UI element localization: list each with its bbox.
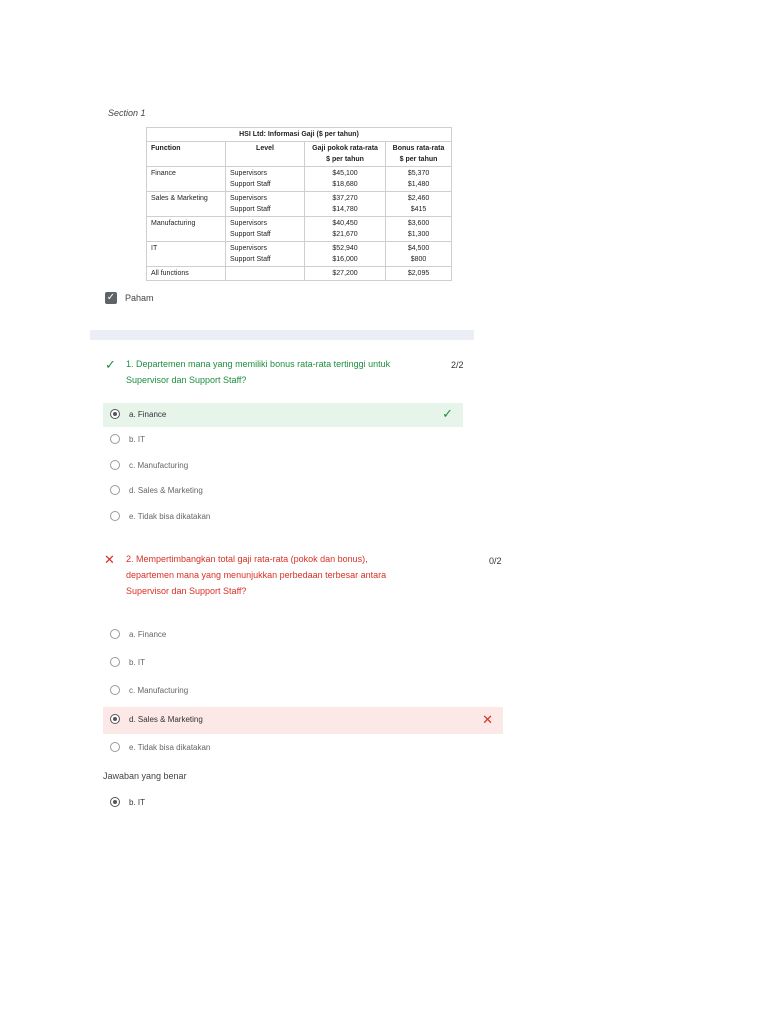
- table-row: Manufacturing Supervisors Support Staff $40,450 $21,670 $3,600 $1,300: [147, 217, 452, 242]
- q2-text: 2. Mempertimbangkan total gaji rata-rata (pokok dan bonus), departemen mana yang menunjukkan perbedaan terbesar antara Supervisor dan Support Staff?: [126, 554, 387, 596]
- q1-option-d[interactable]: d. Sales & Marketing: [103, 479, 463, 503]
- checkmark-icon: ✓: [106, 292, 116, 303]
- radio-icon[interactable]: [110, 657, 120, 667]
- table-total-row: All functions $27,200 $2,095: [147, 267, 452, 281]
- correct-check-icon: ✓: [105, 357, 116, 372]
- section-title: Section 1: [108, 108, 146, 118]
- q1-text: 1. Departemen mana yang memiliki bonus rata-rata tertinggi untuk Supervisor dan Support Staff?: [126, 359, 391, 385]
- table-row: Sales & Marketing Supervisors Support Staff $37,270 $14,780 $2,460 $415: [147, 192, 452, 217]
- correct-answer-header: Jawaban yang benar: [103, 771, 187, 781]
- radio-icon[interactable]: [110, 685, 120, 695]
- radio-selected-icon: [110, 797, 120, 807]
- radio-selected-icon[interactable]: [110, 714, 120, 724]
- q2-option-d[interactable]: d. Sales & Marketing ✕: [103, 707, 503, 734]
- q1-option-c[interactable]: c. Manufacturing: [103, 454, 463, 478]
- radio-icon[interactable]: [110, 629, 120, 639]
- header-gaji: Gaji pokok rata-rata $ per tahun: [305, 142, 386, 167]
- header-function: Function: [147, 142, 226, 167]
- q2-option-e[interactable]: e. Tidak bisa dikatakan: [103, 736, 503, 760]
- radio-icon[interactable]: [110, 742, 120, 752]
- table-title: HSI Ltd: Informasi Gaji ($ per tahun): [147, 128, 452, 142]
- radio-selected-icon[interactable]: [110, 409, 120, 419]
- q2-score: 0/2: [489, 556, 502, 566]
- radio-icon[interactable]: [110, 485, 120, 495]
- q2-option-c[interactable]: c. Manufacturing: [103, 679, 503, 703]
- q2-option-a[interactable]: a. Finance: [103, 623, 503, 647]
- divider-band: [90, 330, 474, 340]
- table-row: IT Supervisors Support Staff $52,940 $16,000 $4,500 $800: [147, 242, 452, 267]
- q1-option-e[interactable]: e. Tidak bisa dikatakan: [103, 505, 463, 529]
- wrong-x-icon: ✕: [482, 712, 493, 727]
- q1-option-a[interactable]: a. Finance ✓: [103, 403, 463, 427]
- correct-answer-option: b. IT: [103, 791, 303, 815]
- paham-label: Paham: [125, 293, 154, 303]
- q2-option-b[interactable]: b. IT: [103, 651, 503, 675]
- radio-icon[interactable]: [110, 460, 120, 470]
- radio-icon[interactable]: [110, 511, 120, 521]
- header-level: Level: [226, 142, 305, 167]
- wrong-x-icon: ✕: [104, 552, 115, 567]
- q1-score: 2/2: [451, 360, 464, 370]
- header-bonus: Bonus rata-rata $ per tahun: [386, 142, 452, 167]
- correct-check-icon: ✓: [442, 406, 453, 421]
- paham-checkbox[interactable]: [105, 292, 117, 304]
- q1-option-b[interactable]: b. IT: [103, 428, 463, 452]
- salary-table: [146, 127, 452, 281]
- radio-icon[interactable]: [110, 434, 120, 444]
- table-row: Finance Supervisors Support Staff $45,100 $18,680 $5,370 $1,480: [147, 167, 452, 192]
